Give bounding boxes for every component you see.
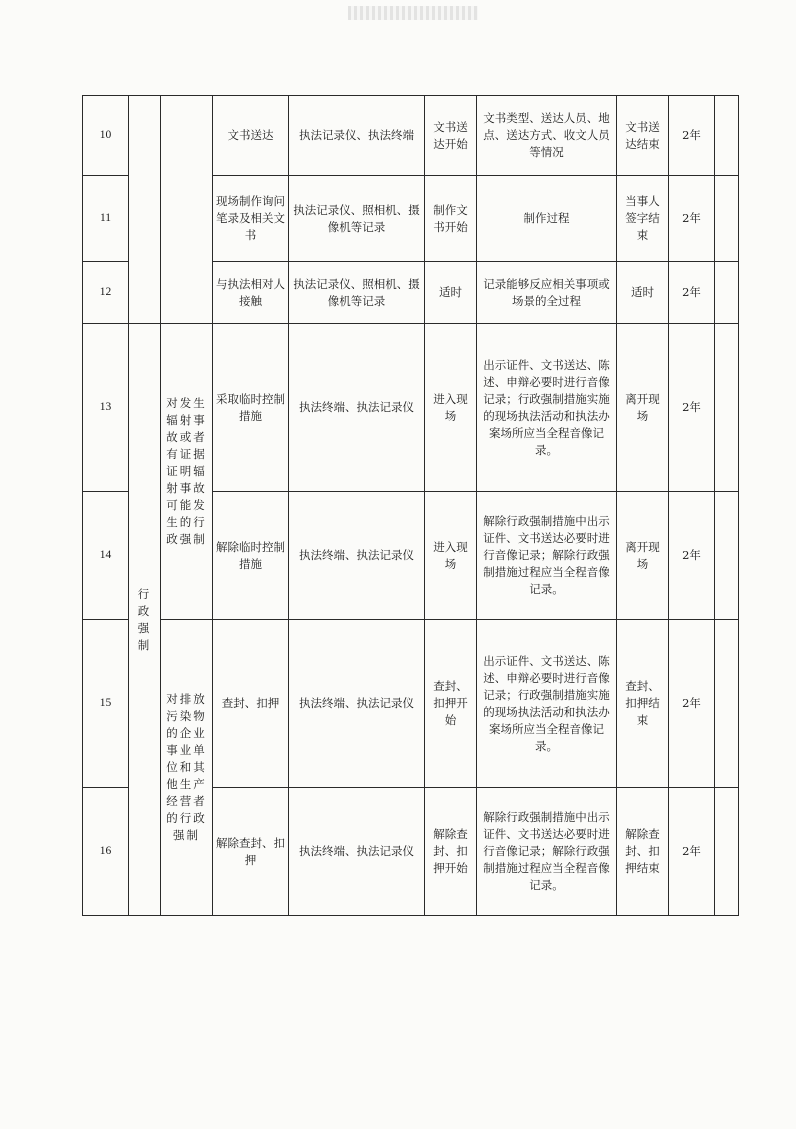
- device-cell: 执法终端、执法记录仪: [289, 788, 425, 916]
- period-cell: 2年: [669, 620, 715, 788]
- end-cell: 查封、扣押结束: [617, 620, 669, 788]
- subcategory-cell-pollution: 对排放污染物的企业事业单位和其他生产经营者的行政强制: [161, 620, 213, 916]
- content-cell: 解除行政强制措施中出示证件、文书送达必要时进行音像记录；解除行政强制措施过程应当全程音像记录。: [477, 492, 617, 620]
- remark-cell: [715, 492, 739, 620]
- item-cell: 与执法相对人接触: [213, 262, 289, 324]
- row-number: 15: [83, 620, 129, 788]
- remark-cell: [715, 324, 739, 492]
- row-number: 13: [83, 324, 129, 492]
- end-cell: 文书送达结束: [617, 96, 669, 176]
- end-cell: 当事人签字结束: [617, 176, 669, 262]
- row-number: 10: [83, 96, 129, 176]
- row-number: 14: [83, 492, 129, 620]
- period-cell: 2年: [669, 324, 715, 492]
- end-cell: 解除查封、扣押结束: [617, 788, 669, 916]
- category-cell-empty: [129, 96, 161, 324]
- content-cell: 制作过程: [477, 176, 617, 262]
- item-cell: 文书送达: [213, 96, 289, 176]
- end-cell: 适时: [617, 262, 669, 324]
- scan-artifact: [348, 6, 478, 20]
- subcategory-cell-empty: [161, 96, 213, 324]
- device-cell: 执法终端、执法记录仪: [289, 492, 425, 620]
- start-cell: 进入现场: [425, 324, 477, 492]
- device-cell: 执法终端、执法记录仪: [289, 620, 425, 788]
- enforcement-record-table: [82, 95, 739, 916]
- remark-cell: [715, 788, 739, 916]
- content-cell: 记录能够反应相关事项或场景的全过程: [477, 262, 617, 324]
- period-cell: 2年: [669, 176, 715, 262]
- start-cell: 进入现场: [425, 492, 477, 620]
- device-cell: 执法记录仪、照相机、摄像机等记录: [289, 262, 425, 324]
- category-cell: 行政强制: [129, 324, 161, 916]
- content-cell: 出示证件、文书送达、陈述、申辩必要时进行音像记录；行政强制措施实施的现场执法活动和执法办案场所应当全程音像记录。: [477, 324, 617, 492]
- item-cell: 解除临时控制措施: [213, 492, 289, 620]
- start-cell: 查封、扣押开始: [425, 620, 477, 788]
- device-cell: 执法记录仪、照相机、摄像机等记录: [289, 176, 425, 262]
- item-cell: 查封、扣押: [213, 620, 289, 788]
- content-cell: 解除行政强制措施中出示证件、文书送达必要时进行音像记录；解除行政强制措施过程应当全程音像记录。: [477, 788, 617, 916]
- end-cell: 离开现场: [617, 324, 669, 492]
- row-number: 12: [83, 262, 129, 324]
- period-cell: 2年: [669, 492, 715, 620]
- table-row: [83, 620, 739, 788]
- item-cell: 解除查封、扣押: [213, 788, 289, 916]
- period-cell: 2年: [669, 788, 715, 916]
- remark-cell: [715, 176, 739, 262]
- table-row: [83, 96, 739, 176]
- end-cell: 离开现场: [617, 492, 669, 620]
- start-cell: 解除查封、扣押开始: [425, 788, 477, 916]
- start-cell: 文书送达开始: [425, 96, 477, 176]
- remark-cell: [715, 96, 739, 176]
- row-number: 16: [83, 788, 129, 916]
- remark-cell: [715, 620, 739, 788]
- period-cell: 2年: [669, 96, 715, 176]
- device-cell: 执法记录仪、执法终端: [289, 96, 425, 176]
- start-cell: 制作文书开始: [425, 176, 477, 262]
- content-cell: 文书类型、送达人员、地点、送达方式、收文人员等情况: [477, 96, 617, 176]
- row-number: 11: [83, 176, 129, 262]
- content-cell: 出示证件、文书送达、陈述、申辩必要时进行音像记录；行政强制措施实施的现场执法活动和执法办案场所应当全程音像记录。: [477, 620, 617, 788]
- start-cell: 适时: [425, 262, 477, 324]
- table-row: [83, 324, 739, 492]
- remark-cell: [715, 262, 739, 324]
- subcategory-cell-radiation: 对发生辐射事故或者有证据证明辐射事故可能发生的行政强制: [161, 324, 213, 620]
- item-cell: 采取临时控制措施: [213, 324, 289, 492]
- device-cell: 执法终端、执法记录仪: [289, 324, 425, 492]
- item-cell: 现场制作询问笔录及相关文书: [213, 176, 289, 262]
- period-cell: 2年: [669, 262, 715, 324]
